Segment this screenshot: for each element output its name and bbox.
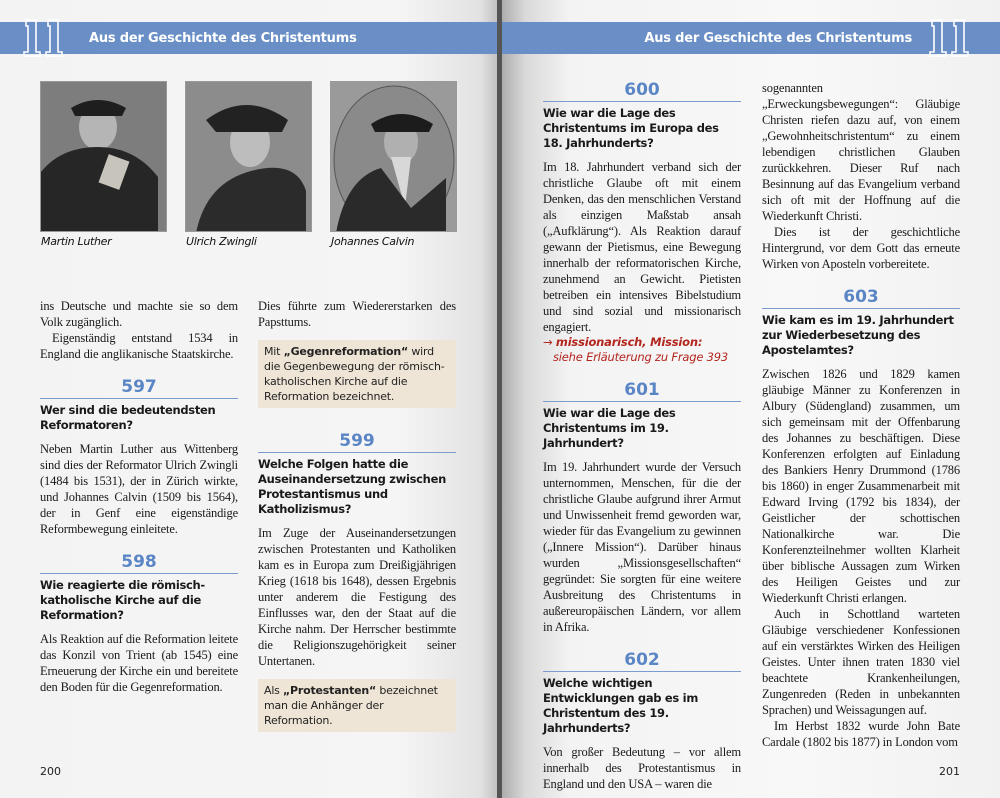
question-number: 603	[762, 288, 960, 309]
left-column-1	[40, 298, 238, 695]
note-text: wird die Gegenbewegung der römisch-katholischen Kirche auf die Reformation bezeichnet.	[264, 345, 445, 403]
body-paragraph: Im Herbst 1832 wurde John Bate Cardale (1802 bis 1877) in London vom	[762, 719, 960, 749]
body-paragraph: Im 19. Jahrhundert wurde der Versuch unternommen, Menschen, für die der christliche Glaube aufgrund ihrer Armut und Unwissenheit fremd geworden war, wieder für das Evangelium zu gewinnen („Innere Mission“). Darüber hinaus wurden „Missionsgesellschaften“ gegründet: Sie sorgten für eine weitere Ausbreitung des Christentums in außereuropäischen Ländern, vor allem in Afrika.	[543, 460, 741, 634]
question-number: 599	[258, 432, 456, 453]
portrait-caption: Johannes Calvin	[331, 235, 415, 248]
question-title: Wie reagierte die römisch-katholische Kirche auf die Reformation?	[40, 578, 205, 622]
note-term: „Gegenreformation“	[283, 345, 409, 358]
body-paragraph: Auch in Schottland warteten Gläubige verschiedener Konfessionen auf ein verstärktes Wirken des Heiligen Geistes. Unter ihnen traten 1830 viel beachtete Krankenheilungen, Zungenreden (Reden in unbekannten Sprachen) und Weissagungen auf.	[762, 607, 960, 717]
question-number: 600	[543, 81, 741, 102]
body-paragraph: Neben Martin Luther aus Wittenberg sind dies der Reformator Ulrich Zwingli (1484 bis 1531), der in Zürich wirkte, und Johannes Calvin (1509 bis 1564), der in Genf eine eigenständige Reformbewegung einleitete.	[40, 442, 238, 536]
chapter-title: Aus der Geschichte des Christentums	[89, 31, 357, 46]
note-text: bezeichnet man die Anhänger der Reformation.	[264, 684, 438, 727]
left-column-2	[258, 298, 456, 732]
page-number: 200	[40, 765, 61, 778]
question-title: Wie war die Lage des Christentums im Europa des 18. Jahrhunderts?	[543, 106, 719, 150]
spacer	[762, 272, 960, 288]
right-column-2	[762, 80, 960, 750]
chapter-title: Aus der Geschichte des Christentums	[644, 31, 912, 46]
question-number: 601	[543, 381, 741, 402]
question-title: Welche wichtigen Entwicklungen gab es im Christentum des 19. Jahrhunderts?	[543, 676, 699, 735]
portrait-martin-luther	[40, 81, 167, 232]
body-paragraph: Im Zuge der Auseinandersetzungen zwischen Protestanten und Katholiken kam es in Europa zum Dreißigjährigen Krieg (1618 bis 1648), dessen Ergebnis unter anderem die Festigung des Einflusses war, den der Staat auf die Kirche nahm. Der Herrscher bestimmte die Religionszugehörigkeit seiner Untertanen.	[258, 526, 456, 668]
reference-text[interactable]: siehe Erläuterung zu Frage 393	[553, 350, 729, 364]
portrait-ulrich-zwingli	[185, 81, 312, 232]
reference-term[interactable]: missionarisch, Mission:	[555, 335, 703, 349]
note-text: Als	[264, 684, 284, 697]
question-number: 598	[40, 553, 238, 574]
page-201	[500, 0, 1000, 798]
spacer	[543, 365, 741, 381]
body-paragraph: Dies ist der geschichtliche Hintergrund, vor dem Gott das erneute Wirken von Aposteln vorbereitete.	[762, 225, 960, 271]
spacer	[258, 408, 456, 432]
definition-box	[258, 679, 456, 732]
page-number: 201	[939, 765, 960, 778]
body-paragraph: Von großer Bedeutung – vor allem innerhalb des Protestantismus in England und den USA – waren die	[543, 745, 741, 791]
question-number: 597	[40, 378, 238, 399]
question-title: Wie war die Lage des Christentums im 19. Jahrhundert?	[543, 406, 676, 450]
question-title: Wer sind die bedeutendsten Reformatoren?	[40, 403, 216, 432]
note-term: „Protestanten“	[283, 684, 377, 697]
chapter-number-11-logo	[22, 12, 72, 58]
chapter-number-11-logo	[928, 12, 978, 58]
body-paragraph: Im 18. Jahrhundert verband sich der christliche Glaube oft mit einem Denken, das den menschlichen Verstand als einzigen Maßstab ansah („Aufklärung“). Als Reaktion darauf gewann der Pietismus, eine Bewegung innerhalb der reformatorischen Kirche, zunehmend an Gewicht. Pietisten betreiben ein intensives Bibelstudium und sind sozial und missionarisch engagiert.	[543, 160, 741, 334]
question-title: Wie kam es im 19. Jahrhundert zur Wiederbesetzung des Apostelamtes?	[762, 313, 954, 357]
body-paragraph: Eigenständig entstand 1534 in England die anglikanische Staatskirche.	[40, 331, 238, 361]
portrait-caption: Ulrich Zwingli	[186, 235, 257, 248]
spacer	[40, 362, 238, 378]
spacer	[40, 537, 238, 553]
note-text: Mit	[264, 345, 284, 358]
spacer	[543, 635, 741, 651]
body-paragraph: Zwischen 1826 und 1829 kamen gläubige Männer zu Konferenzen in Albury (Südengland) zusammen, um sich gemeinsam mit der Offenbarung des Johannes zu beschäftigen. Diese Konferenzen erfolgten auf Einladung des Bankiers Henry Drummond (1786 bis 1860) in enger Zusammenarbeit mit Edward Irving (1792 bis 1834), der Geistlicher der schottischen Nationalkirche war. Die Konferenzteilnehmer wollten Klarheit über biblische Aussagen zum Wirken des Heiligen Geistes und zur Wiederkunft Christi erlangen.	[762, 367, 960, 605]
body-paragraph: Dies führte zum Wiedererstarken des Papsttums.	[258, 299, 456, 329]
portrait-johannes-calvin	[330, 81, 457, 232]
portrait-caption: Martin Luther	[41, 235, 112, 248]
arrow-icon: →	[543, 335, 556, 349]
question-title: Welche Folgen hatte die Auseinandersetzung zwischen Protestantismus und Katholizismus?	[258, 457, 446, 516]
right-column-1	[543, 81, 741, 792]
book-gutter	[497, 0, 502, 798]
body-paragraph: sogenannten „Erweckungsbewegungen“: Gläubige Christen riefen dazu auf, von einem „Gewohnheitschristentum“ zu einem lebendigen christlichen Glauben zurückkehren. Dieser Ruf nach Besinnung auf das Evangelium verband sich oft mit der Hoffnung auf die Wiederkunft Christi.	[762, 81, 960, 223]
cross-reference	[543, 335, 741, 365]
body-paragraph: Als Reaktion auf die Reformation leitete das Konzil von Trient (ab 1545) eine Erneuerung der Kirche ein und bereitete den Boden für die Gegenreformation.	[40, 632, 238, 694]
body-paragraph: ins Deutsche und machte sie so dem Volk zugänglich.	[40, 299, 238, 329]
question-number: 602	[543, 651, 741, 672]
definition-box	[258, 340, 456, 408]
